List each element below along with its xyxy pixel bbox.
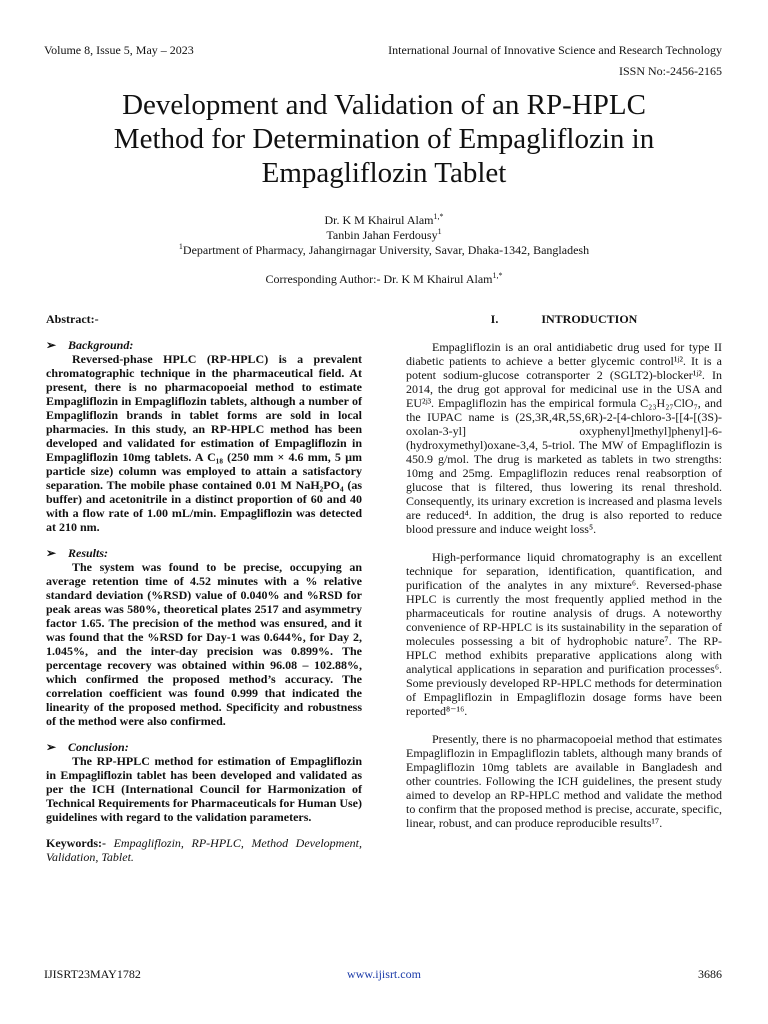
- affiliation-sup: 1: [178, 242, 183, 251]
- keywords-text: Empagliflozin, RP-HPLC, Method Development, Validation, Tablet.: [46, 836, 362, 864]
- footer-article-id: IJISRT23MAY1782: [44, 967, 141, 981]
- introduction-column: [406, 312, 722, 830]
- author-2-name: Tanbin Jahan Ferdousy: [326, 228, 438, 242]
- intro-paragraph-2: High-performance liquid chromatography is an excellent technique for separation, identification, quantification, and purification of the analytes in any mixture⁶. Reversed-phase HPLC is currently the most frequently applied method in the pharmaceuticals for routine analysis of drugs. A noteworthy convenience of RP-HPLC is its sustainability in the separation of molecules possessing a bit of hydrophobic nature⁷. The RP-HPLC method exhibits preparative applications along with analytical applications in separation and purification processes⁶. Some previously developed RP-HPLC methods for determination of Empagliflozin in Empagliflozin dosage forms have been reported⁸⁻¹⁶.: [406, 550, 722, 718]
- affiliation-text: Department of Pharmacy, Jahangirnagar University, Savar, Dhaka-1342, Bangladesh: [182, 243, 590, 257]
- abstract-column: [46, 312, 362, 864]
- author-1-sup: 1,*: [433, 212, 444, 221]
- results-heading: [46, 546, 362, 560]
- results-heading-text: Results:: [68, 546, 109, 560]
- background-heading: [46, 338, 362, 352]
- keywords-label: Keywords:-: [46, 836, 106, 850]
- author-2: [40, 227, 728, 243]
- section-number: I.: [490, 312, 499, 326]
- author-1: [40, 212, 728, 228]
- corresponding-text: Corresponding Author:- Dr. K M Khairul Alam: [265, 272, 493, 286]
- title-line-3: Empagliflozin Tablet: [261, 157, 507, 189]
- conclusion-text: The RP-HPLC method for estimation of Empagliflozin in Empagliflozin tablet has been developed and validated as per the ICH (International Council for Harmonization of Technical Requirements for Pharmaceuticals for Human Use) guidelines with regard to the validation parameters.: [46, 754, 362, 824]
- footer-website-link[interactable]: www.ijisrt.com: [347, 967, 421, 981]
- results-text: The system was found to be precise, occupying an average retention time of 4.52 minutes with a % relative standard deviation (%RSD) value of 0.040% and %RSD for peak areas was 580%, theoretical plates 2517 and asymmetry factor 1.65. The precision of the method was ensured, and it was found that the %RSD for Day-1 was 0.644%, for Day 2, 1.045%, and the inter-day precision was 0.899%. The percentage recovery was obtained within 96.08 – 102.88%, which confirmed the proposed method’s accuracy. The correlation coefficient was found 0.999 that indicated the linearity of the proposed method. Specificity and robustness of the method were also confirmed.: [46, 560, 362, 728]
- background-heading-text: Background:: [68, 338, 134, 352]
- footer-page-number: 3686: [698, 967, 722, 981]
- corresponding-author: [40, 271, 728, 287]
- author-1-name: Dr. K M Khairul Alam: [324, 213, 434, 227]
- intro-paragraph-1: Empagliflozin is an oral antidiabetic drug used for type II diabetic patients to achieve a better glycemic control¹ʲ². It is a potent sodium-glucose cotransporter 2 (SGLT2)-blocker¹ʲ². In 2014, the drug got approval for medicinal use in the USA and EU²ʲ³. Empagliflozin has the empirical formula C₂₃H₂₇ClO₇, and the IUPAC name is (2S,3R,4R,5S,6R)-2-[4-chloro-3-[[4-[(3S)-oxolan-3-yl] oxyphenyl]methyl]phenyl]-6-(hydroxymethyl)oxane-3,4, 5-triol. The MW of Empagliflozin is 450.9 g/mol. The drug is marketed as tablets in two strengths: 10mg and 25mg. Empagliflozin reduces renal reabsorption of glucose that is filtered, thus lowering its renal threshold. Consequently, its urinary excretion is increased and plasma levels are reduced⁴. In addition, the drug is also reported to reduce blood pressure and induce weight loss⁵.: [406, 340, 722, 536]
- affiliation: [40, 242, 728, 258]
- header-volume: Volume 8, Issue 5, May – 2023: [44, 43, 194, 57]
- conclusion-heading: [46, 740, 362, 754]
- author-2-sup: 1: [437, 227, 442, 236]
- abstract-label: Abstract:-: [46, 312, 99, 326]
- bullet-arrow-icon: ➢: [46, 546, 57, 560]
- bullet-arrow-icon: ➢: [46, 338, 57, 352]
- section-title: INTRODUCTION: [541, 312, 638, 326]
- corresponding-sup: 1,*: [492, 271, 503, 280]
- paper-title: [40, 88, 728, 190]
- header-journal: International Journal of Innovative Science and Research Technology: [388, 43, 722, 57]
- header-issn: ISSN No:-2456-2165: [618, 64, 722, 78]
- title-line-2: Method for Determination of Empagliflozin in: [113, 123, 655, 155]
- introduction-heading: [406, 312, 722, 326]
- intro-paragraph-3: Presently, there is no pharmacopoeial method that estimates Empagliflozin in Empagliflozin tablets, although many brands of Empagliflozin 10mg tablets are available in Bangladesh and other countries. Following the ICH guidelines, the present study aimed to develop an RP-HPLC method and validate the method to confirm that the proposed method is precise, accurate, specific, linear, robust, and can produce reproducible results¹⁷.: [406, 732, 722, 830]
- background-text: Reversed-phase HPLC (RP-HPLC) is a prevalent chromatographic technique in the pharmaceutical field. At present, there is no pharmacopoeial method to estimate Empagliflozin in Empagliflozin tablets, although a number of Empagliflozin brands in tablet forms are sold in local pharmacies. In this study, an RP-HPLC method has been developed and validated for estimation of Empagliflozin in Empagliflozin 10mg tablets. A C₁₈ (250 mm × 4.6 mm, 5 µm particle size) column was employed to attain a satisfactory separation. The mobile phase contained 0.01 M NaH₂PO₄ (as buffer) and acetonitrile in a distinct proportion of 60 and 40 with a flow rate of 1.00 mL/min. Empagliflozin was detected at 210 nm.: [46, 352, 362, 534]
- conclusion-heading-text: Conclusion:: [68, 740, 129, 754]
- bullet-arrow-icon: ➢: [46, 740, 57, 754]
- keywords: [46, 836, 362, 864]
- title-line-1: Development and Validation of an RP-HPLC: [122, 89, 646, 121]
